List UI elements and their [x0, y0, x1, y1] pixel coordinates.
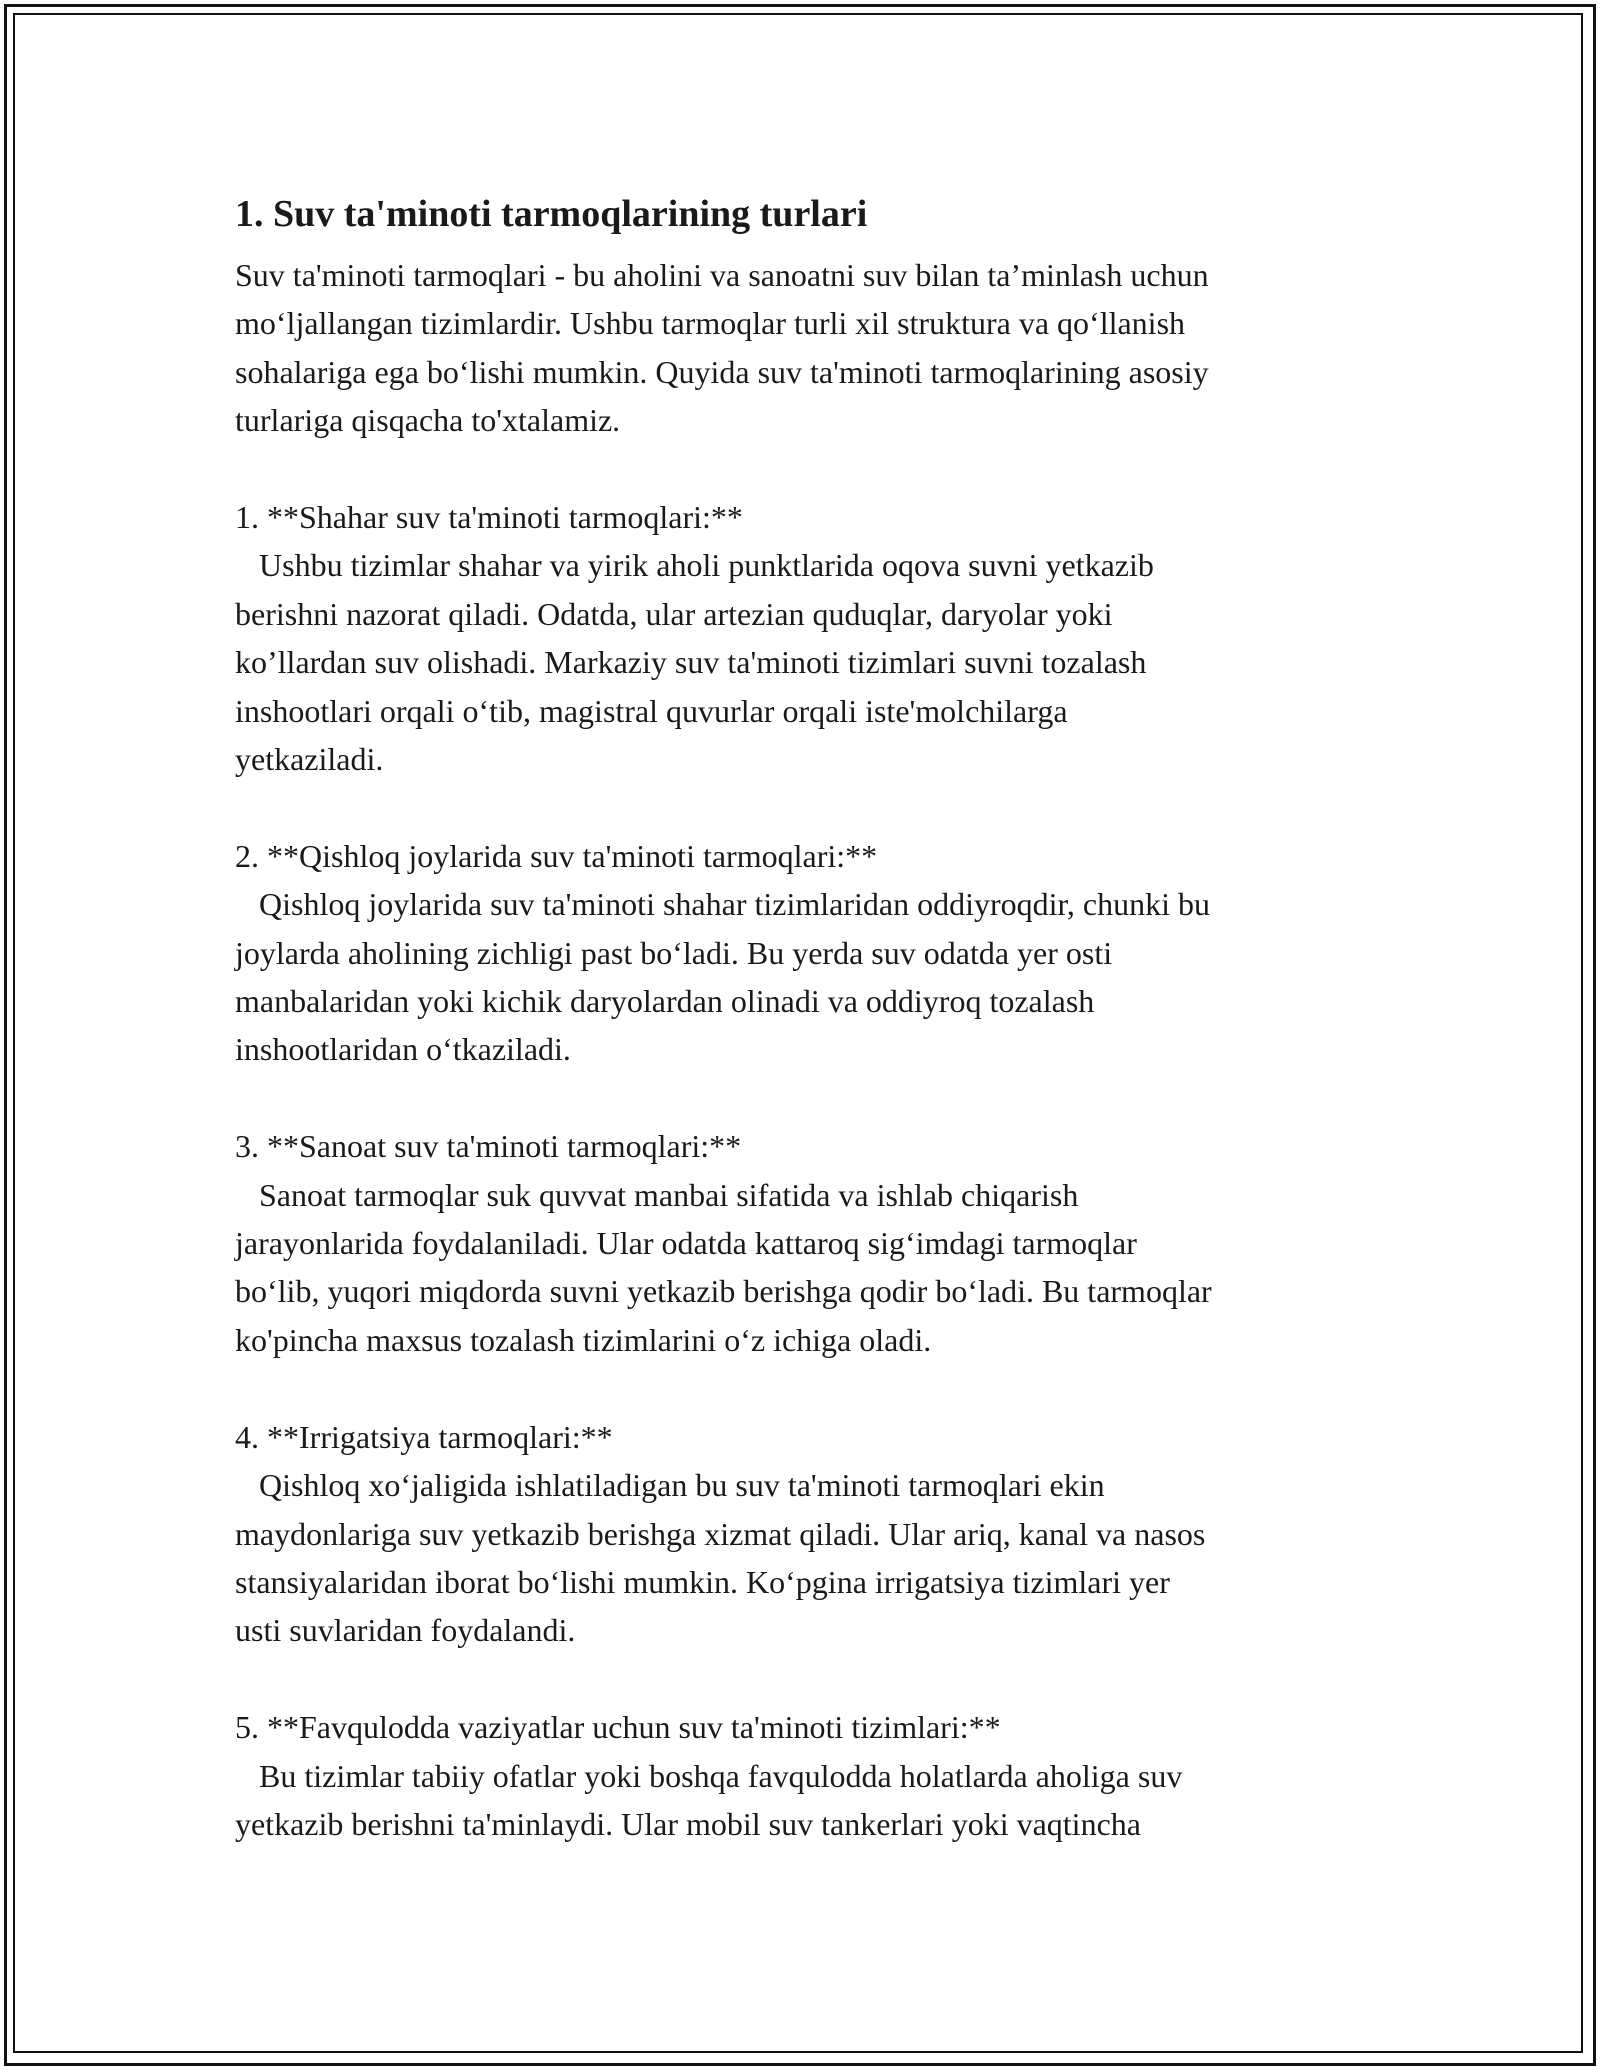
section-rural-water-supply: 2. **Qishloq joylarida suv ta'minoti tarmoqlari:** Qishloq joylarida suv ta'minoti shahar tizimlaridan oddiyroqdir, chunki bu joylarda aholining zichligi past bo‘ladi. Bu yerda suv odatda yer osti manbalaridan yoki kichik daryolardan olinadi va oddiyroq tozalash inshootlaridan o‘tkaziladi. [235, 837, 1210, 1068]
section-industrial-water-supply: 3. **Sanoat suv ta'minoti tarmoqlari:** Sanoat tarmoqlar suk quvvat manbai sifatida va ishlab chiqarish jarayonlarida foydalaniladi. Ular odatda kattaroq sig‘imdagi tarmoqlar bo‘lib, yuqori miqdorda suvni yetkazib berishga qodir bo‘ladi. Bu tarmoqlar ko'pincha maxsus tozalash tizimlarini o‘z ichiga oladi. [235, 1128, 1212, 1358]
document-body [235, 185, 1365, 1848]
document-title: 1. Suv ta'minoti tarmoqlarining turlari [235, 193, 868, 235]
section-urban-water-supply: 1. **Shahar suv ta'minoti tarmoqlari:** Ushbu tizimlar shahar va yirik aholi punktlarida oqova suvni yetkazib berishni nazorat qiladi. Odatda, ular artezian quduqlar, daryolar yoki ko’llardan suv olishadi. Markaziy suv ta'minoti tizimlari suvni tozalash inshootlari orqali o‘tib, magistral quvurlar orqali iste'molchilarga yetkaziladi. [235, 499, 1154, 778]
section-emergency-water-supply: 5. **Favqulodda vaziyatlar uchun suv ta'minoti tizimlari:** Bu tizimlar tabiiy ofatlar yoki boshqa favqulodda holatlarda aholiga suv yetkazib berishni ta'minlaydi. Ular mobil suv tankerlari yoki vaqtincha [235, 1709, 1183, 1842]
intro-paragraph: Suv ta'minoti tarmoqlari - bu aholini va sanoatni suv bilan ta’minlash uchun mo‘ljallangan tizimlardir. Ushbu tarmoqlar turli xil struktura va qo‘llanish sohalariga ega bo‘lishi mumkin. Quyida suv ta'minoti tarmoqlarining asosiy turlariga qisqacha to'xtalamiz. [235, 257, 1209, 439]
section-irrigation-networks: 4. **Irrigatsiya tarmoqlari:** Qishloq xo‘jaligida ishlatiladigan bu suv ta'minoti tarmoqlari ekin maydonlariga suv yetkazib berishga xizmat qiladi. Ular ariq, kanal va nasos stansiyalaridan iborat bo‘lishi mumkin. Ko‘pgina irrigatsiya tizimlari yer usti suvlaridan foydalandi. [235, 1418, 1206, 1649]
